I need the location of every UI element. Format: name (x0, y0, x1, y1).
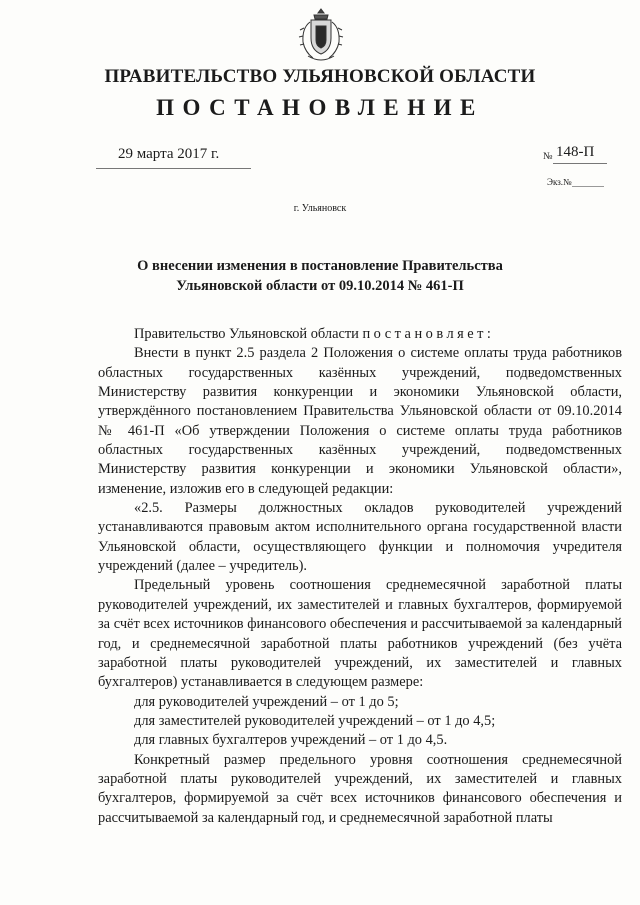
paragraph-3: Предельный уровень соотношения среднемесячной заработной платы руководителей учреждений, их заместителей и главных бухгалтеров, формируемой за счёт всех источников финансового обеспечения и рассчитываемой за календарный год, и среднемесячной заработной платы работников учреждений (без учёта заработной платы руководителей учреждений, их заместителей и главных бухгалтеров) устанавливается в следующем размере: (98, 577, 622, 691)
date-underline (96, 168, 251, 169)
document-date: 29 марта 2017 г. (118, 146, 220, 162)
number-underline (553, 163, 607, 164)
paragraph-1: Внести в пункт 2.5 раздела 2 Положения о системе оплаты труда работников областных государственных казённых учреждений, подведомственных Министерству развития конкуренции и экономики Ульяновской области, утверждённого постановлением Правительства Ульяновской области от 09.10.2014 № 461-П «Об утверждении Положения о системе оплаты труда работников областных государственных казённых учреждений, подведомственных Министерству развития конкуренции и экономики Ульяновской области», изменение, изложив его в следующей редакции: (98, 345, 622, 497)
copy-label: Экз.№ (547, 177, 572, 187)
list-item: для заместителей руководителей учреждений – от 1 до 4,5; (134, 712, 496, 729)
intro-paragraph (98, 325, 622, 344)
organization-name: ПРАВИТЕЛЬСТВО УЛЬЯНОВСКОЙ ОБЛАСТИ (104, 66, 536, 87)
title-line-2: Ульяновской области от 09.10.2014 № 461-П (176, 278, 464, 294)
document-title (0, 256, 640, 296)
paragraph-4: Конкретный размер предельного уровня соотношения среднемесячной заработной платы руководителей учреждений, их заместителей и главных бухгалтеров, формируемой за счёт всех источников финансового обеспечения и рассчитываемой за календарный год, и среднемесячной заработной платы (98, 751, 622, 826)
paragraph-2: «2.5. Размеры должностных окладов руководителей учреждений устанавливаются правовым актом исполнительного органа государственной власти Ульяновской области, осуществляющего функции и полномочия учредителя учреждений (далее – учредитель). (98, 500, 622, 575)
list-item: для главных бухгалтеров учреждений – от 1 до 4,5. (134, 732, 448, 749)
copy-underline (572, 186, 604, 187)
title-line-1: О внесении изменения в постановление Правительства (137, 258, 503, 274)
list-item: для руководителей учреждений – от 1 до 5; (134, 693, 399, 710)
intro-subject: Правительство Ульяновской области (134, 326, 359, 342)
number-sign: № (543, 151, 553, 162)
document-body (98, 325, 622, 828)
city-name: г. Ульяновск (293, 203, 347, 214)
intro-verb: постановляет: (362, 326, 495, 342)
document-number: 148-П (556, 144, 595, 160)
document-type: ПОСТАНОВЛЕНИЕ (156, 95, 484, 120)
coat-of-arms-icon (296, 6, 346, 64)
